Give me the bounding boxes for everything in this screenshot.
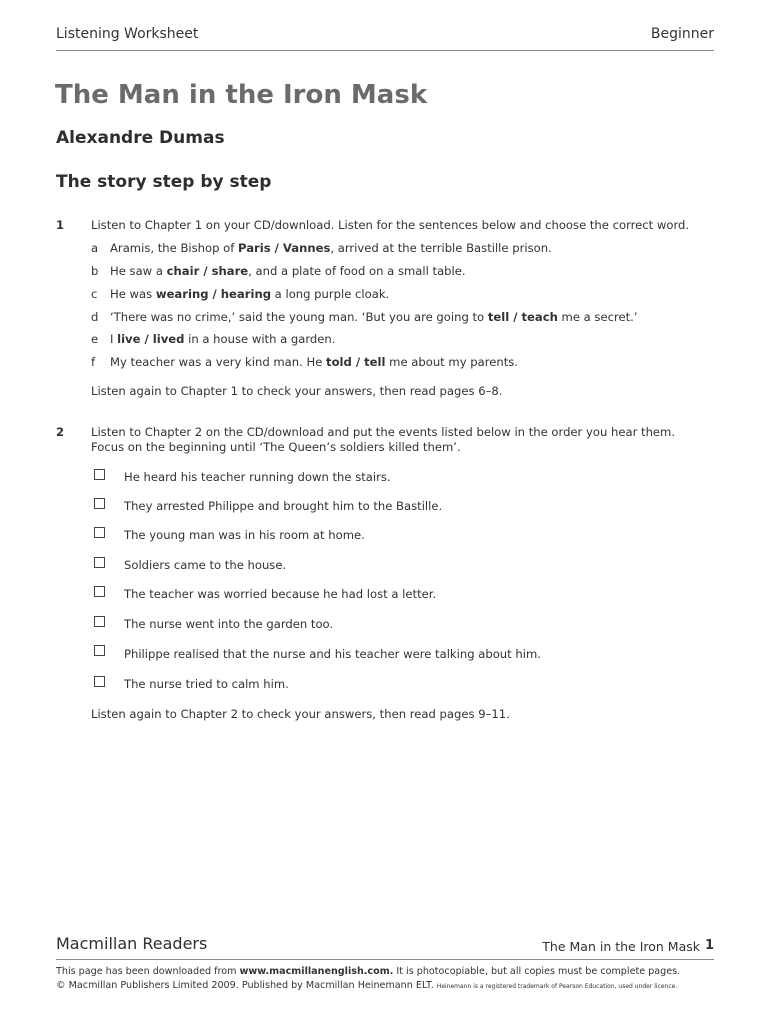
- event-item: He heard his teacher running down the stairs.: [124, 470, 391, 484]
- footer-copyright-line-2: [56, 980, 677, 991]
- order-checkbox[interactable]: [94, 645, 105, 656]
- question-2-number: 2: [56, 425, 65, 439]
- page-number: 1: [704, 938, 714, 953]
- footer-publisher-text: © Macmillan Publishers Limited 2009. Published by Macmillan Heinemann ELT.: [56, 980, 434, 991]
- order-checkbox[interactable]: [94, 676, 105, 687]
- question-1-item-letter: e: [91, 332, 99, 346]
- order-checkbox[interactable]: [94, 469, 105, 480]
- footer-copyright-line-1: [56, 966, 680, 977]
- event-item: They arrested Philippe and brought him to the Bastille.: [124, 499, 443, 513]
- question-1-item-letter: c: [91, 287, 98, 301]
- footer-brand: Macmillan Readers: [56, 934, 208, 953]
- event-item: The young man was in his room at home.: [124, 528, 365, 542]
- footer-website-link[interactable]: www.macmillanenglish.com.: [239, 966, 394, 977]
- item-text-post: a long purple cloak.: [271, 287, 390, 301]
- item-text-post: , and a plate of food on a small table.: [248, 264, 466, 278]
- answer-choice[interactable]: chair / share: [166, 264, 249, 278]
- question-1-item-letter: d: [91, 310, 99, 324]
- order-checkbox[interactable]: [94, 527, 105, 538]
- order-checkbox[interactable]: [94, 498, 105, 509]
- question-1-instruction: Listen to Chapter 1 on your CD/download. Listen for the sentences below and choose the correct word.: [91, 218, 690, 232]
- answer-choice[interactable]: Paris / Vannes: [238, 241, 331, 255]
- author-name: Alexandre Dumas: [56, 128, 225, 148]
- footer-book-title: The Man in the Iron Mask: [542, 939, 700, 954]
- order-checkbox[interactable]: [94, 557, 105, 568]
- question-2-instruction-line-2: Focus on the beginning until ‘The Queen’s soldiers killed them’.: [91, 440, 461, 454]
- question-1-followup: Listen again to Chapter 1 to check your answers, then read pages 6–8.: [91, 384, 503, 398]
- order-checkbox[interactable]: [94, 586, 105, 597]
- footer-photocopy-text: It is photocopiable, but all copies must be complete pages.: [393, 966, 681, 977]
- item-text-post: , arrived at the terrible Bastille prison.: [330, 241, 552, 255]
- header-rule: [56, 50, 714, 51]
- question-1-item-e: [110, 332, 335, 347]
- question-2-instruction: Listen to Chapter 2 on the CD/download and put the events listed below in the order you hear them.: [91, 425, 676, 439]
- answer-choice[interactable]: tell / teach: [487, 310, 558, 324]
- event-item: Soldiers came to the house.: [124, 558, 287, 572]
- event-item: The nurse went into the garden too.: [124, 617, 334, 631]
- event-item: The teacher was worried because he had lost a letter.: [124, 587, 437, 601]
- footer-trademark-note: Heinemann is a registered trademark of Pearson Education, used under licence.: [436, 983, 678, 990]
- order-checkbox[interactable]: [94, 616, 105, 627]
- footer-download-text: This page has been downloaded from: [56, 966, 240, 977]
- section-title: The story step by step: [56, 172, 272, 192]
- question-1-item-c: [110, 287, 389, 302]
- footer-rule: [56, 959, 714, 960]
- item-text-pre: My teacher was a very kind man. He: [110, 355, 327, 369]
- item-text-pre: He saw a: [110, 264, 167, 278]
- event-item: Philippe realised that the nurse and his teacher were talking about him.: [124, 647, 541, 661]
- answer-choice[interactable]: wearing / hearing: [155, 287, 271, 301]
- question-2-followup: Listen again to Chapter 2 to check your answers, then read pages 9–11.: [91, 707, 510, 721]
- header-level: Beginner: [650, 26, 714, 42]
- question-1-item-f: [110, 355, 518, 370]
- question-1-item-letter: a: [91, 241, 99, 255]
- question-1-item-b: [110, 264, 466, 279]
- question-1-number: 1: [56, 218, 65, 232]
- question-1-item-d: [110, 310, 638, 325]
- item-text-post: in a house with a garden.: [184, 332, 336, 346]
- question-1-item-letter: b: [91, 264, 99, 278]
- item-text-pre: He was: [110, 287, 156, 301]
- answer-choice[interactable]: live / lived: [117, 332, 185, 346]
- header-worksheet-type: Listening Worksheet: [56, 26, 199, 42]
- item-text-pre: ‘There was no crime,’ said the young man. ‘But you are going to: [110, 310, 488, 324]
- question-1-item-letter: f: [91, 355, 96, 369]
- answer-choice[interactable]: told / tell: [326, 355, 386, 369]
- page-title: The Man in the Iron Mask: [55, 80, 428, 110]
- item-text-pre: I: [110, 332, 118, 346]
- event-item: The nurse tried to calm him.: [124, 677, 289, 691]
- item-text-post: me about my parents.: [385, 355, 518, 369]
- item-text-pre: Aramis, the Bishop of: [110, 241, 239, 255]
- question-1-item-a: [110, 241, 552, 256]
- item-text-post: me a secret.’: [557, 310, 638, 324]
